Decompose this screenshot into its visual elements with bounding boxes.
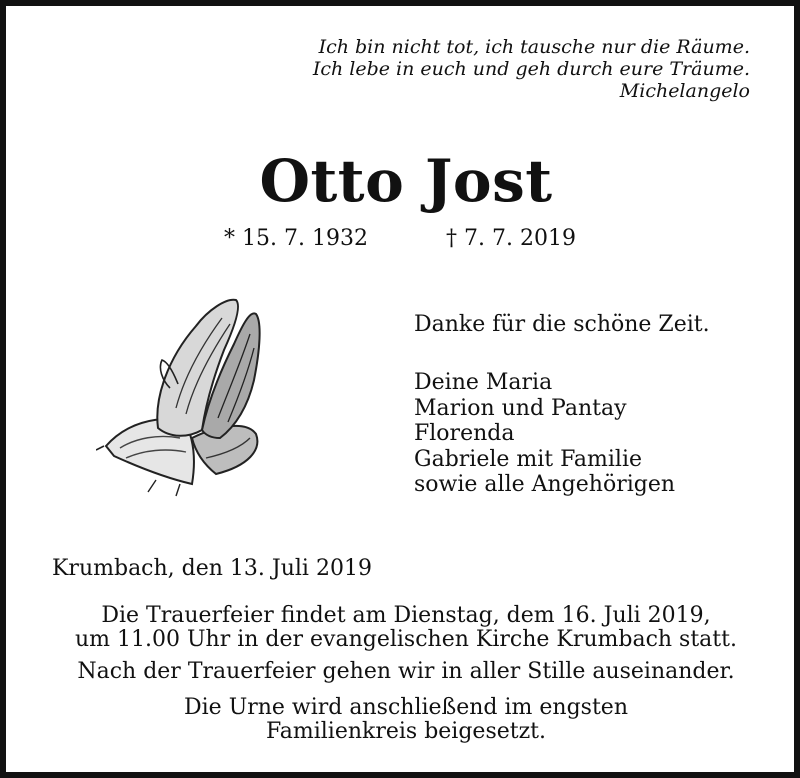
thanks-text: Danke für die schöne Zeit. <box>414 312 710 337</box>
ceremony-info <box>6 604 800 652</box>
signer: Marion und Pantay <box>414 395 627 421</box>
place-date: Krumbach, den 13. Juli 2019 <box>52 556 372 581</box>
signers-list <box>414 370 675 498</box>
deceased-name: Otto Jost <box>259 147 553 215</box>
quote-line: Ich bin nicht tot, ich tausche nur die Räume. <box>318 36 750 58</box>
signer: sowie alle Angehörigen <box>414 472 676 497</box>
praying-hands-icon <box>96 288 276 498</box>
urn-info <box>6 696 800 744</box>
signer: Gabriele mit Familie <box>414 446 643 472</box>
death-date: † 7. 7. 2019 <box>446 226 576 251</box>
quote-block <box>270 36 750 102</box>
urn-line: Familienkreis beigesetzt. <box>265 719 547 744</box>
urn-line: Die Urne wird anschließend im engsten <box>184 695 628 720</box>
quote-line: Ich lebe in euch und geh durch eure Träume. <box>312 58 750 80</box>
quote-author: Michelangelo <box>619 80 750 102</box>
signer: Deine Maria <box>414 370 553 395</box>
after-ceremony-text: Nach der Trauerfeier gehen wir in aller Stille auseinander. <box>77 659 735 684</box>
signer: Florenda <box>414 421 515 446</box>
birth-date: * 15. 7. 1932 <box>224 226 368 251</box>
ceremony-line: Die Trauerfeier findet am Dienstag, dem 16. Juli 2019, <box>101 603 711 628</box>
ceremony-line: um 11.00 Uhr in der evangelischen Kirche Krumbach statt. <box>75 627 737 652</box>
